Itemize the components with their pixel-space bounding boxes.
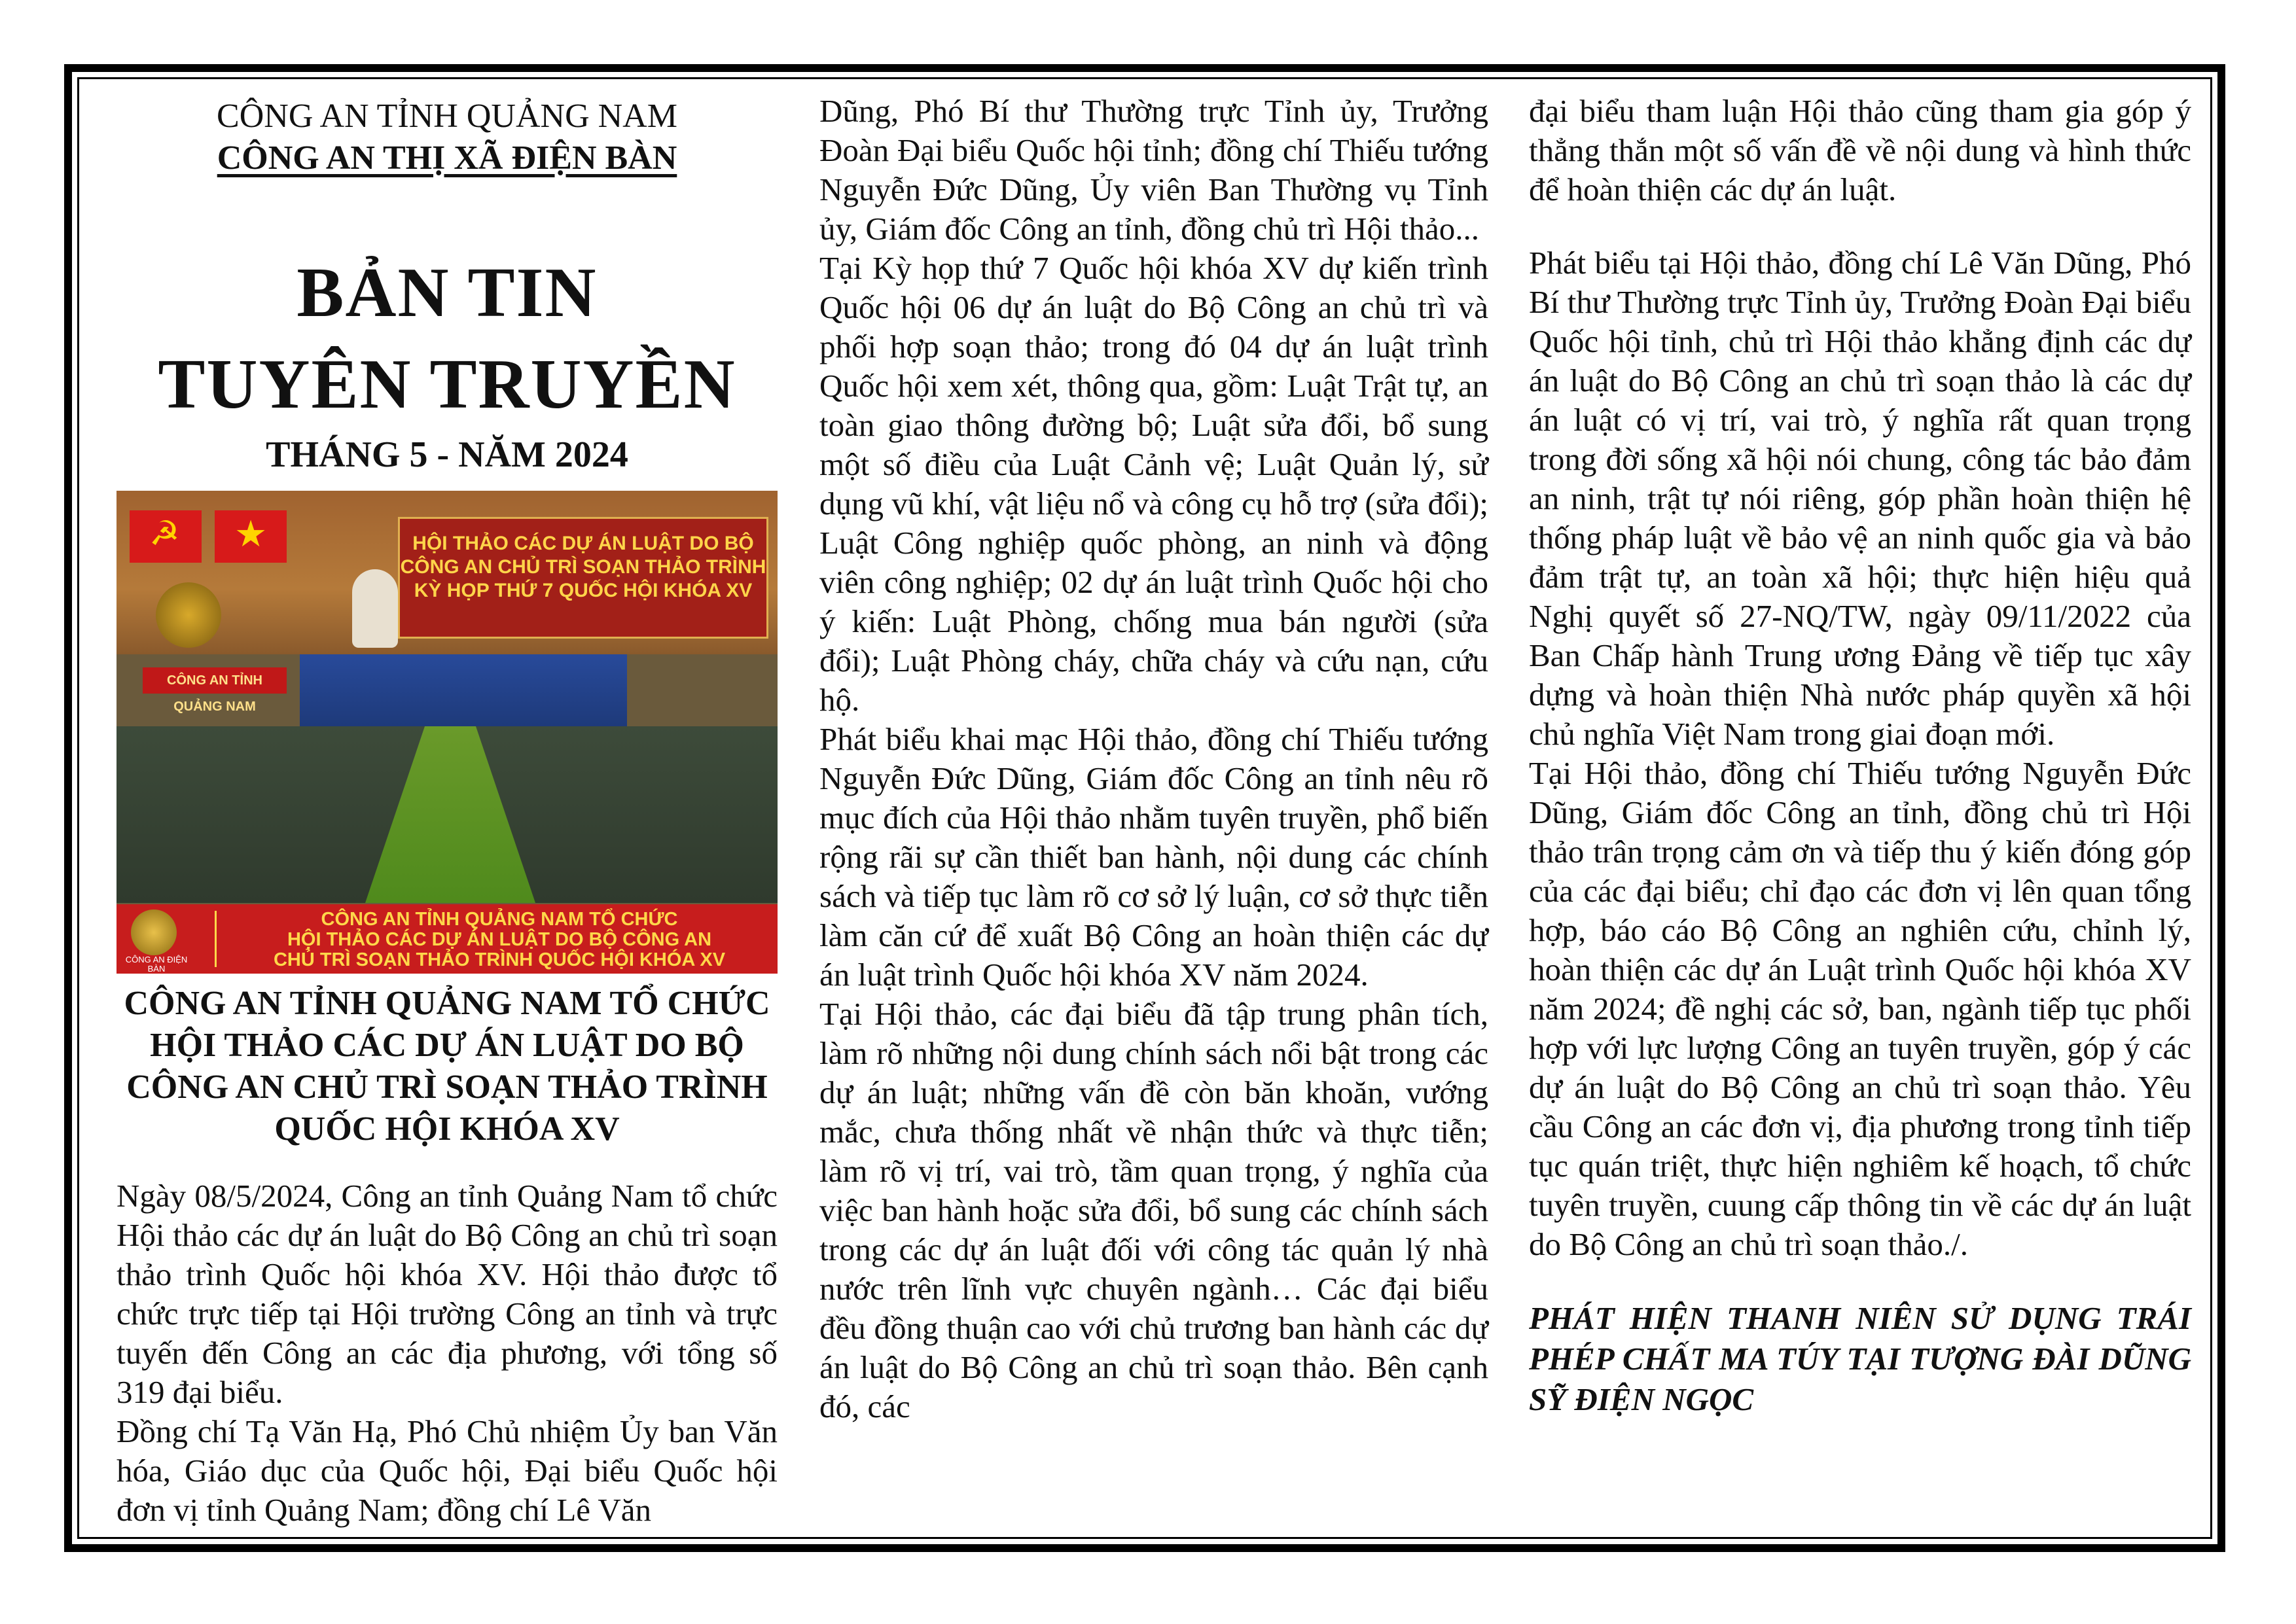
body-paragraph: Đồng chí Tạ Văn Hạ, Phó Chủ nhiệm Ủy ban Văn hóa, Giáo dục của Quốc hội, Đại biểu Quốc hội đơn vị tỉnh Quảng Nam; đồng chí Lê Văn: [117, 1413, 778, 1528]
body-paragraph: Dũng, Phó Bí thư Thường trực Tỉnh ủy, Trưởng Đoàn Đại biểu Quốc hội tỉnh; đồng chí Thiếu tướng Nguyễn Đức Dũng, Ủy viên Ban Thường vụ Tỉnh ủy, Giám đốc Công an tỉnh, đồng chủ trì Hội thảo...: [819, 93, 1488, 247]
banner-divider: [215, 911, 217, 967]
body-paragraph: Tại Hội thảo, các đại biểu đã tập trung phân tích, làm rõ những nội dung chính sách nổi bật trong các dự án luật; những vấn đề còn băn khoăn, vướng mắc, chưa thống nhất về nhận thức và thực tiễn; làm rõ vị trí, vai trò, tầm quan trọng, ý nghĩa của việc ban hành hoặc sửa đổi, bổ sung các chính sách trong các dự án luật đối với công tác quản lý nhà nước trên lĩnh vực chuyên ngành… Các đại biểu đều đồng thuận cao với chủ trương ban hành các dự án luật do Bộ Công an chủ trì soạn thảo. Bên cạnh đó, các: [819, 996, 1488, 1424]
police-logo-icon: [131, 909, 177, 955]
org-top: CÔNG AN TỈNH QUẢNG NAM: [217, 97, 677, 135]
org-sub: CÔNG AN THỊ XÃ ĐIỆN BÀN: [217, 139, 677, 177]
second-article-headline: PHÁT HIỆN THANH NIÊN SỬ DỤNG TRÁI PHÉP CHẤT MA TÚY TẠI TƯỢNG ĐÀI DŨNG SỸ ĐIỆN NGỌC: [1529, 1300, 2191, 1417]
party-flag-icon: [130, 510, 202, 563]
column-3: [1529, 92, 2191, 1525]
column-2: [819, 92, 1488, 1525]
body-paragraph: Ngày 08/5/2024, Công an tỉnh Quảng Nam tổ chức Hội thảo các dự án luật do Bộ Công an chủ trì soạn thảo trình Quốc hội khóa XV. Hội thảo được tổ chức trực tiếp tại Hội trường Công an tỉnh và trực tuyến đến Công an các địa phương, với tổng số 319 đại biểu.: [117, 1178, 778, 1410]
body-paragraph: Tại Kỳ họp thứ 7 Quốc hội khóa XV dự kiến trình Quốc hội 06 dự án luật do Bộ Công an chủ trì và phối hợp soạn thảo; trong đó 04 dự án luật trình Quốc hội xem xét, thông qua, gồm: Luật Trật tự, an toàn giao thông đường bộ; Luật sửa đổi, bổ sung một số điều của Luật Cảnh vệ; Luật Quản lý, sử dụng vũ khí, vật liệu nổ và công cụ hỗ trợ (sửa đổi); Luật Công nghiệp quốc phòng, an ninh và động viên công nghiệp; 02 dự án luật trình Quốc hội cho ý kiến: Luật Phòng, chống mua bán người (sửa đổi); Luật Phòng cháy, chữa cháy và cứu nạn, cứu hộ.: [819, 250, 1488, 718]
spacer: [117, 1150, 778, 1176]
banner-text: [234, 909, 764, 970]
issue-date: THÁNG 5 - NĂM 2024: [266, 434, 628, 475]
photo-banner: [117, 904, 778, 983]
bust-statue: [352, 569, 398, 648]
title-line-2: TUYÊN TRUYỀN: [158, 345, 736, 423]
police-emblem-icon: [156, 582, 221, 648]
spacer: [1529, 209, 2191, 243]
presidium-table: [300, 654, 627, 726]
stage-screen: [398, 517, 768, 639]
body-paragraph: Tại Hội thảo, đồng chí Thiếu tướng Nguyễn Đức Dũng, Giám đốc Công an tỉnh, đồng chủ trì Hội thảo trân trọng cảm ơn và tiếp thu ý kiến đóng góp của các đại biểu; chỉ đạo các đơn vị lên quan tổng hợp, báo cáo Bộ Công an nghiên cứu, chỉnh lý, hoàn thiện các dự án Luật trình Quốc hội khóa XV năm 2024; đề nghị các sở, ban, ngành tiếp tục phối hợp với lực lượng Công an tuyên truyền, góp ý các dự án luật do Bộ Công an chủ trì soạn thảo. Yêu cầu Công an các đơn vị, địa phương trong tỉnh tiếp tục quán triệt, thực hiện nghiêm kế hoạch, tổ chức tuyên truyền, cuung cấp thông tin về các dự án luật do Bộ Công an chủ trì soạn thảo./.: [1529, 755, 2191, 1262]
banner-logo-text: CÔNG AN ĐIỆN BÀN facebook.com/policedienban: [120, 955, 228, 983]
body-paragraph: Phát biểu tại Hội thảo, đồng chí Lê Văn Dũng, Phó Bí thư Thường trực Tỉnh ủy, Trưởng Đoàn Đại biểu Quốc hội tỉnh, chủ trì Hội thảo khẳng định các dự án luật do Bộ Công an chủ trì soạn thảo là các dự án luật có vị trí, vai trò, ý nghĩa rất quan trọng trong đời sống xã hội nói chung, công tác bảo đảm an ninh, trật tự nói riêng, góp phần hoàn thiện hệ thống pháp luật về bảo vệ an ninh quốc gia và bảo đảm trật tự, an toàn xã hội; thực hiện hiệu quả Nghị quyết số 27-NQ/TW, ngày 09/11/2022 của Ban Chấp hành Trung ương Đảng về tiếp tục xây dựng và hoàn thiện Nhà nước pháp quyền xã hội chủ nghĩa Việt Nam trong giai đoạn mới.: [1529, 245, 2191, 752]
flags: [130, 510, 293, 569]
title-line-1: BẢN TIN: [296, 254, 598, 332]
conference-photo: [117, 491, 778, 983]
banner-line-2: HỘI THẢO CÁC DỰ ÁN LUẬT DO BỘ CÔNG AN: [287, 929, 712, 950]
screen-text: HỘI THẢO CÁC DỰ ÁN LUẬT DO BỘ CÔNG AN CHỦ TRÌ SOẠN THẢO TRÌNH KỲ HỌP THỨ 7 QUỐC HỘI KHÓA XV: [400, 533, 766, 601]
body-paragraph: đại biểu tham luận Hội thảo cũng tham gia góp ý thẳng thắn một số vấn đề về nội dung và hình thức để hoàn thiện các dự án luật.: [1529, 93, 2191, 207]
banner-line-1: CÔNG AN TỈNH QUẢNG NAM TỔ CHỨC: [321, 909, 678, 930]
body-paragraph: Phát biểu khai mạc Hội thảo, đồng chí Thiếu tướng Nguyễn Đức Dũng, Giám đốc Công an tỉnh nêu rõ mục đích của Hội thảo nhằm tuyên truyền, phổ biến rộng rãi sự cần thiết ban hành, nội dung các chính sách và tiếp tục làm rõ cơ sở lý luận, cơ sở thực tiễn làm căn cứ để xuất Bộ Công an hoàn thiện các dự án luật trình Quốc hội khóa XV năm 2024.: [819, 721, 1488, 993]
spacer: [1529, 1264, 2191, 1298]
stage-sign: CÔNG AN TỈNH QUẢNG NAM: [143, 667, 287, 694]
banner-line-3: CHỦ TRÌ SOẠN THẢO TRÌNH QUỐC HỘI KHÓA XV: [273, 949, 726, 970]
newsletter-title: [117, 247, 778, 431]
national-flag-icon: [215, 510, 287, 563]
column-1: [117, 92, 778, 1528]
article-headline: CÔNG AN TỈNH QUẢNG NAM TỔ CHỨC HỘI THẢO CÁC DỰ ÁN LUẬT DO BỘ CÔNG AN CHỦ TRÌ SOẠN THẢO TRÌNH QUỐC HỘI KHÓA XV: [124, 985, 770, 1148]
